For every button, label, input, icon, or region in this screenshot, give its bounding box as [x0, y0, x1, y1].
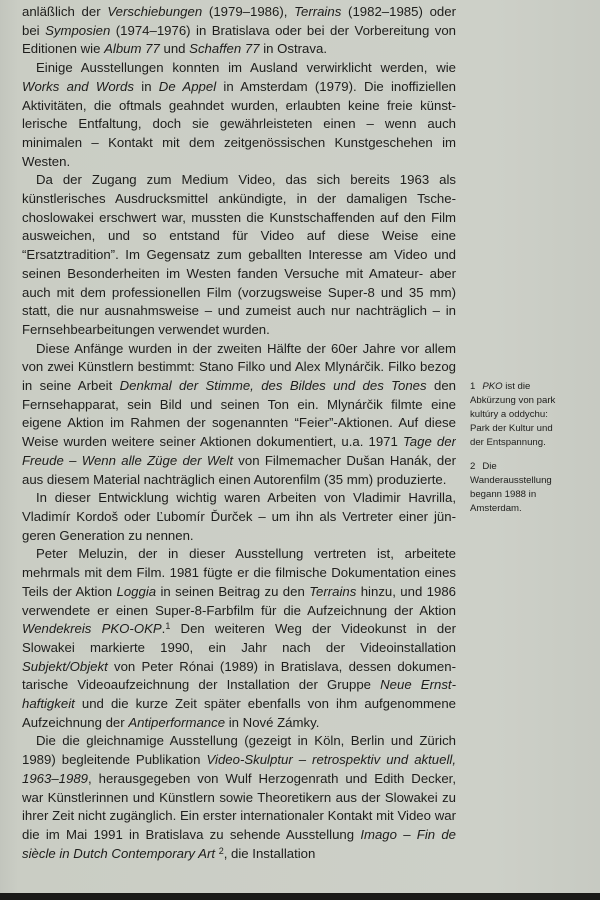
text-run: Einige Ausstellungen konnten im Ausland verwirklicht werden, wie — [36, 60, 456, 76]
text-run-italic: Imago – Fin de siècle in Dutch Contemporary Art — [22, 826, 456, 861]
text-run: den Fernsehapparat, sein Bild und seinen Ton ein. Mlynárčik filmte eine eigene Aktion im Rahmen der sogenannten “Feier”-Aktionen. Auf diese Weise wurden weitere seiner Aktionen dokumentiert, u.a. 1971 — [22, 378, 456, 450]
paragraph — [22, 3, 456, 59]
paragraph — [22, 340, 456, 490]
text-run-italic: Album 77 — [104, 41, 160, 57]
text-run: ist die Abkürzung von park kultúry a oddychu: Park der Kultur und der Entspannung. — [470, 381, 556, 448]
text-run-italic: Video-Skulptur – retrospektiv und aktuell, 1963–1989 — [22, 752, 456, 786]
text-run-italic: Denkmal der Stimme, des Bildes und des Tones — [119, 378, 427, 394]
text-run-italic: Works and Words — [22, 78, 134, 94]
text-run: in Ostrava. — [259, 41, 327, 57]
text-run: (1979–1986), — [202, 4, 295, 19]
text-run: und — [159, 41, 190, 57]
text-run: anläßlich der — [22, 4, 108, 19]
text-run: , die Installation — [223, 845, 316, 861]
footnote-marker: 2 — [218, 845, 224, 856]
paragraph — [22, 732, 456, 863]
text-run-italic: Terrains — [294, 4, 342, 19]
text-run: Die Wanderausstellung begann 1988 in Amsterdam. — [470, 461, 552, 514]
text-run-italic: Neue Ernsthaftigkeit — [22, 677, 456, 712]
text-run-italic: Subjekt/Objekt — [22, 658, 108, 674]
footnote-number: 1 — [470, 381, 476, 392]
text-run: Die die gleichnamige Ausstellung (gezeigt in Köln, Berlin und Zürich 1989) begleitende Publikation — [22, 733, 456, 768]
footnote-number: 2 — [470, 461, 476, 472]
text-run-italic: Symposien — [45, 22, 111, 38]
text-run: hinzu, und 1986 verwendete er einen Super-8-Farbfilm für die Aufzeichnung der Aktion — [22, 583, 456, 618]
paragraph — [22, 489, 456, 545]
text-run: Da der Zugang zum Medium Video, das sich bereits 1963 als künstlerisches Ausdrucksmittel ankündigte, in der damaligen Tschechoslowakei erschwert war, mussten die Kunstschaffenden auf den Film ausweichen, und so entstand für Video auf diese Weise eine “Ersatztradition”. Im Gegensatz zum geballten Interesse am Video und seinen Besonderheiten im Westen fanden Versuche mit Amateur- aber auch mit dem professionellen Film (vorzugsweise Super-8 und 35 mm) statt, die nur ausnahmsweise – und zumeist auch nur nachträglich – in Fernsehbearbeitungen verwendet wurden. — [22, 172, 456, 337]
text-run-italic: Schaffen 77 — [189, 41, 260, 57]
text-run: in seinen Beitrag zu den — [156, 583, 310, 599]
text-run-italic: De Appel — [158, 78, 217, 94]
text-run-italic: Wendekreis PKO-OKP — [22, 621, 162, 637]
text-run: in Nové Zámky. — [225, 714, 320, 730]
margin-notes — [470, 0, 568, 900]
paragraph — [22, 171, 456, 339]
paragraph — [22, 545, 456, 732]
text-run-italic: Tage der Freude – Wenn alle Züge der Welt — [22, 434, 456, 468]
text-run: von Peter Rónai (1989) in Bratislava, dessen dokumentarische Videoaufzeichnung der Installation der Gruppe — [22, 658, 456, 693]
text-run: Den weiteren Weg der Videokunst in der Slowakei markierte 1990, ein Jahr nach der Videoinstallation — [22, 621, 456, 655]
text-run-italic: PKO — [482, 381, 503, 392]
text-run: In dieser Entwicklung wichtig waren Arbeiten von Vladimir Havrilla, Vladimír Kordoš oder Ľubomír Ďurček – um ihn als Vertreter einer jüngeren Generation zu nennen. — [22, 490, 456, 543]
text-run: , herausgegeben von Wulf Herzogenrath und Edith Decker, war Künstlerinnen und Künstlern sowie Theoretikern aus der Slowakei zu ihrer Zeit nicht zugänglich. Ein erster internationaler Kontakt mit Video war die im Mai 1991 in Bratislava zu sehende Ausstellung — [22, 770, 456, 842]
text-run-italic: Terrains — [309, 583, 357, 599]
text-run-italic: Loggia — [116, 583, 157, 599]
text-run: in — [134, 78, 159, 94]
text-run: . — [161, 621, 166, 637]
text-column — [22, 3, 456, 889]
text-run: Diese Anfänge wurden in der zweiten Hälfte der 60er Jahre vor allem von zwei Künstlern bestimmt: Stano Filko und Alex Mlynárčik. Filko bezog in seine Arbeit — [22, 340, 456, 394]
text-run: von Filmemacher Dušan Hanák, der aus diesem Material nachträglich einen Autorenfilm (35 mm) produzierte. — [22, 452, 456, 487]
text-run: Peter Meluzin, der in dieser Ausstellung vertreten ist, arbeitete mehrmals mit dem Film. 1981 fügte er die filmische Dokumentation eines Teils der Aktion — [22, 546, 456, 599]
margin-note — [470, 380, 568, 450]
footnote-marker: 1 — [165, 621, 171, 632]
text-run-italic: Verschiebungen — [107, 4, 203, 19]
text-run: und die kurze Zeit später ebenfalls von ihm aufgenommene Aufzeichnung der — [22, 696, 456, 730]
text-run: (1982–1985) oder bei — [22, 4, 456, 38]
paragraph — [22, 59, 456, 171]
scan-edge-bottom — [0, 893, 600, 900]
margin-note — [470, 460, 568, 516]
text-run-italic: Antiperformance — [128, 714, 226, 730]
text-run: (1974–1976) in Bratislava oder bei der Vorbereitung von Editionen wie — [22, 22, 456, 57]
text-run: in Amsterdam (1979). Die inoffiziellen Aktivitäten, die oftmals geahndet wurden, erlaubten keine freie künstlerische Entfaltung, doch sie gewährleisteten einen – wenn auch minimalen – Kontakt mit dem zeitgenössischen Kunstgeschehen im Westen. — [22, 78, 456, 169]
